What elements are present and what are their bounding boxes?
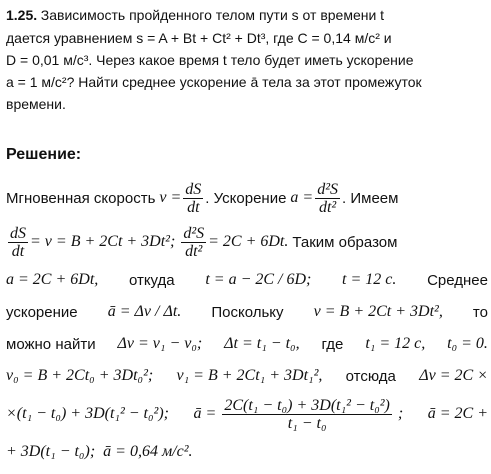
numerator: d²S bbox=[317, 180, 339, 198]
formula: ā = Δv / Δt. bbox=[107, 303, 182, 320]
text: . Ускорение bbox=[205, 189, 287, 207]
text: . Имеем bbox=[342, 189, 399, 207]
formula: ; bbox=[397, 404, 404, 422]
solution-line-6 bbox=[6, 360, 488, 392]
formula: v = bbox=[159, 189, 182, 206]
text: Поскольку bbox=[211, 303, 284, 321]
numerator: dS bbox=[10, 224, 26, 242]
formula: v₁ = B + 2Ct₁ + 3Dt₁², bbox=[176, 367, 323, 384]
denominator: dt² bbox=[185, 242, 203, 260]
text: отсюда bbox=[345, 367, 396, 385]
numerator: d²S bbox=[183, 224, 205, 242]
problem-line-1: Зависимость пройденного телом пути s от времени t bbox=[40, 7, 385, 23]
text: Мгновенная скорость bbox=[6, 189, 156, 207]
solution-body bbox=[6, 176, 488, 468]
formula: + 3D(t₁ − t₀); bbox=[6, 443, 96, 460]
formula: a = 2C + 6Dt, bbox=[6, 271, 99, 288]
text: где bbox=[321, 335, 344, 353]
solution-line-3 bbox=[6, 264, 488, 296]
formula: Δv = v₁ − v₀; bbox=[117, 335, 203, 352]
text: можно найти bbox=[6, 335, 96, 353]
solution-heading: Решение: bbox=[6, 146, 82, 163]
text: то bbox=[472, 303, 488, 321]
solution-line-8 bbox=[6, 436, 488, 468]
formula: t₀ = 0. bbox=[447, 335, 488, 352]
problem-line-3: D = 0,01 м/с³. Через какое время t тело будет иметь ускорение bbox=[6, 52, 414, 68]
formula: = 2C + 6Dt. bbox=[208, 233, 289, 250]
problem-line-4: a = 1 м/с²? Найти среднее ускорение ā тела за этот промежуток bbox=[6, 74, 422, 90]
solution-line-4 bbox=[6, 296, 488, 328]
denominator: t₁ − t₀ bbox=[287, 414, 327, 432]
fraction bbox=[183, 181, 203, 216]
formula: ā = bbox=[193, 404, 217, 422]
text: откуда bbox=[128, 271, 175, 289]
formula: v = B + 2Ct + 3Dt², bbox=[313, 303, 443, 320]
text: Таким образом bbox=[292, 233, 398, 251]
problem-line-2: дается уравнением s = A + Bt + Ct² + Dt³, где C = 0,14 м/с² и bbox=[6, 30, 392, 46]
solution-line-5 bbox=[6, 328, 488, 360]
text: Среднее bbox=[427, 271, 488, 289]
text: ускорение bbox=[6, 303, 78, 321]
numerator: dS bbox=[185, 180, 202, 198]
solution-line-2 bbox=[6, 220, 488, 264]
fraction bbox=[222, 397, 392, 432]
problem-statement bbox=[6, 4, 486, 115]
formula: a = bbox=[290, 189, 314, 206]
formula: Δt = t₁ − t₀, bbox=[224, 335, 300, 352]
formula: v₀ = B + 2Ct₀ + 3Dt₀²; bbox=[6, 367, 154, 384]
formula: Δv = 2C × bbox=[419, 367, 488, 384]
formula: t = 12 с. bbox=[342, 271, 397, 288]
denominator: dt bbox=[11, 242, 25, 260]
formula: t = a − 2C / 6D; bbox=[205, 271, 312, 288]
formula: t₁ = 12 с, bbox=[365, 335, 426, 352]
mean-acceleration-formula bbox=[194, 397, 404, 432]
denominator: dt bbox=[187, 198, 200, 216]
solution-line-7 bbox=[6, 392, 488, 436]
problem-number: 1.25. bbox=[6, 7, 38, 23]
fraction bbox=[181, 225, 206, 260]
fraction bbox=[8, 225, 28, 260]
formula: = v = B + 2Ct + 3Dt²; bbox=[30, 233, 176, 250]
problem-line-5: времени. bbox=[6, 96, 66, 112]
numerator: 2C(t₁ − t₀) + 3D(t₁² − t₀²) bbox=[224, 396, 390, 414]
fraction bbox=[315, 181, 340, 216]
formula: ā = 2C + bbox=[427, 405, 488, 422]
formula: ×(t₁ − t₀) + 3D(t₁² − t₀²); bbox=[6, 405, 170, 422]
solution-line-1 bbox=[6, 176, 488, 220]
answer: ā = 0,64 м/с². bbox=[103, 443, 193, 460]
denominator: dt² bbox=[318, 198, 337, 216]
